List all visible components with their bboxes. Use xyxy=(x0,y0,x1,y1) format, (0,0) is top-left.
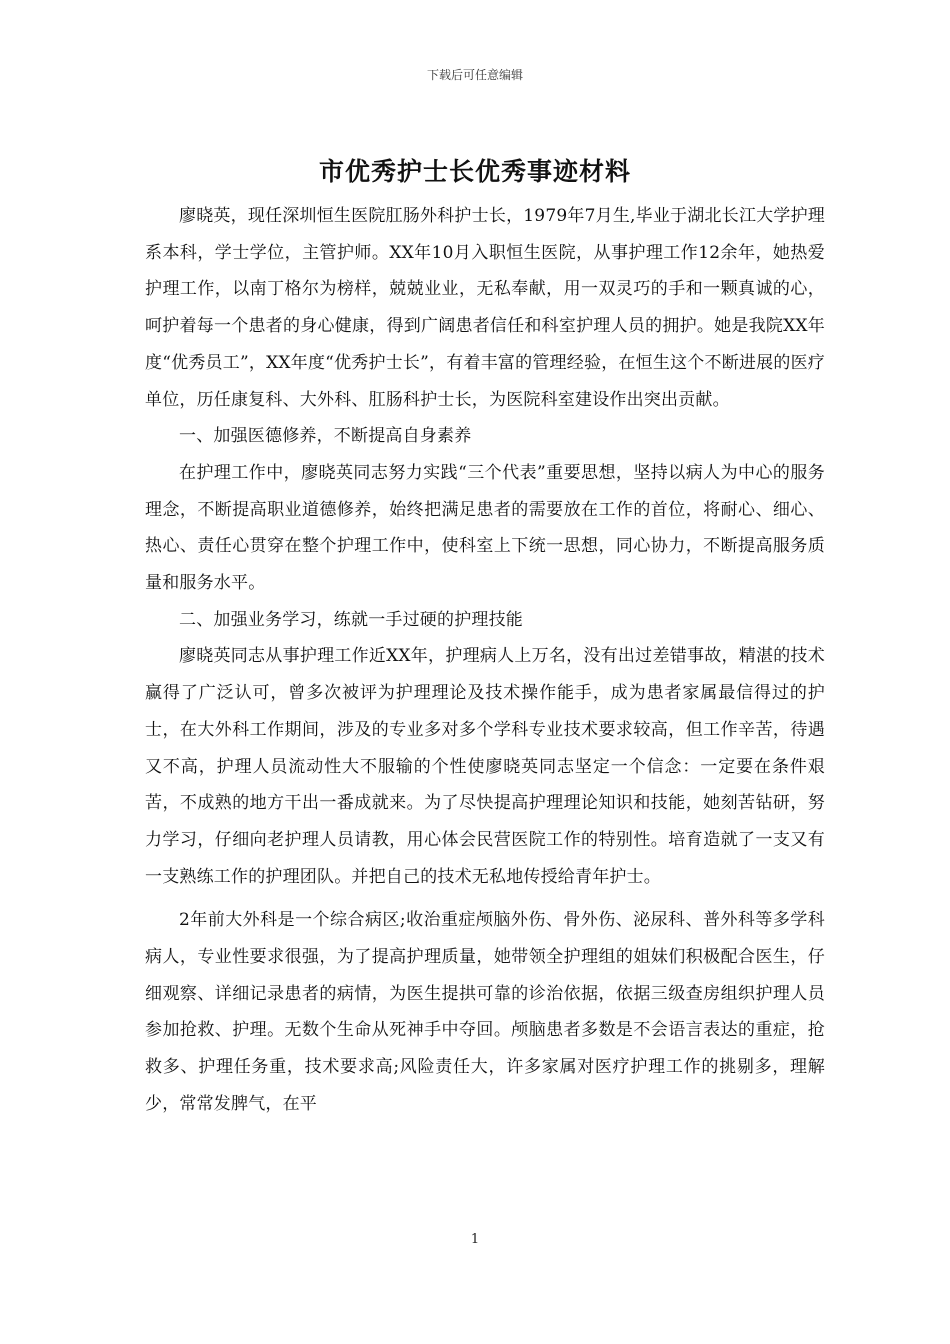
paragraph-section-1: 在护理工作中，廖晓英同志努力实践“三个代表”重要思想，坚持以病人为中心的服务理念，不断提高职业道德修养，始终把满足患者的需要放在工作的首位，将耐心、细心、热心、责任心贯穿在整个护理工作中，使科室上下统一思想，同心协力，不断提高服务质量和服务水平。 xyxy=(145,462,825,594)
paragraph-intro: 廖晓英，现任深圳恒生医院肛肠外科护士长，1979年7月生,毕业于湖北长江大学护理系本科，学士学位，主管护师。XX年10月入职恒生医院，从事护理工作12余年，她热爱护理工作，以南丁格尔为榜样，兢兢业业，无私奉献，用一双灵巧的手和一颗真诚的心，呵护着每一个患者的身心健康，得到广阔患者信任和科室护理人员的拥护。她是我院XX年度“优秀员工”，XX年度“优秀护士长”，有着丰富的管理经验，在恒生这个不断进展的医疗单位，历任康复科、大外科、肛肠科护士长，为医院科室建设作出突出贡献。 xyxy=(145,206,825,410)
paragraph-department: 2年前大外科是一个综合病区;收治重症颅脑外伤、骨外伤、泌尿科、普外科等多学科病人，专业性要求很强，为了提高护理质量，她带领全护理组的姐妹们积极配合医生，仔细观察、详细记录患者的病情，为医生提拱可靠的诊治依据，依据三级查房组织护理人员参加抢救、护理。无数个生命从死神手中夺回。颅脑患者多数是不会语言表达的重症，抢救多、护理任务重，技术要求高;风险责任大，许多家属对医疗护理工作的挑剔多，理解少，常常发脾气，在平 xyxy=(145,910,825,1114)
page-header-note: 下载后可任意编辑 xyxy=(426,68,523,82)
page-number: 1 xyxy=(470,1232,480,1247)
section-heading-1: 一、加强医德修养，不断提高自身素养 xyxy=(179,426,472,447)
paragraph-section-2: 廖晓英同志从事护理工作近XX年，护理病人上万名，没有出过差错事故，精湛的技术赢得了广泛认可，曾多次被评为护理理论及技术操作能手，成为患者家属最信得过的护士，在大外科工作期间，涉及的专业多对多个学科专业技术要求较高，但工作辛苦，待遇又不高，护理人员流动性大不服输的个性使廖晓英同志坚定一个信念：一定要在条件艰苦，不成熟的地方干出一番成就来。为了尽快提高护理理论知识和技能，她刻苦钻研，努力学习，仔细向老护理人员请教，用心体会民营医院工作的特别性。培育造就了一支又有一支熟练工作的护理团队。并把自己的技术无私地传授给青年护士。 xyxy=(145,646,825,887)
document-body xyxy=(145,198,825,1123)
section-heading-2: 二、加强业务学习，练就一手过硬的护理技能 xyxy=(179,609,523,630)
document-title: 市优秀护士长优秀事迹材料 xyxy=(318,157,631,186)
